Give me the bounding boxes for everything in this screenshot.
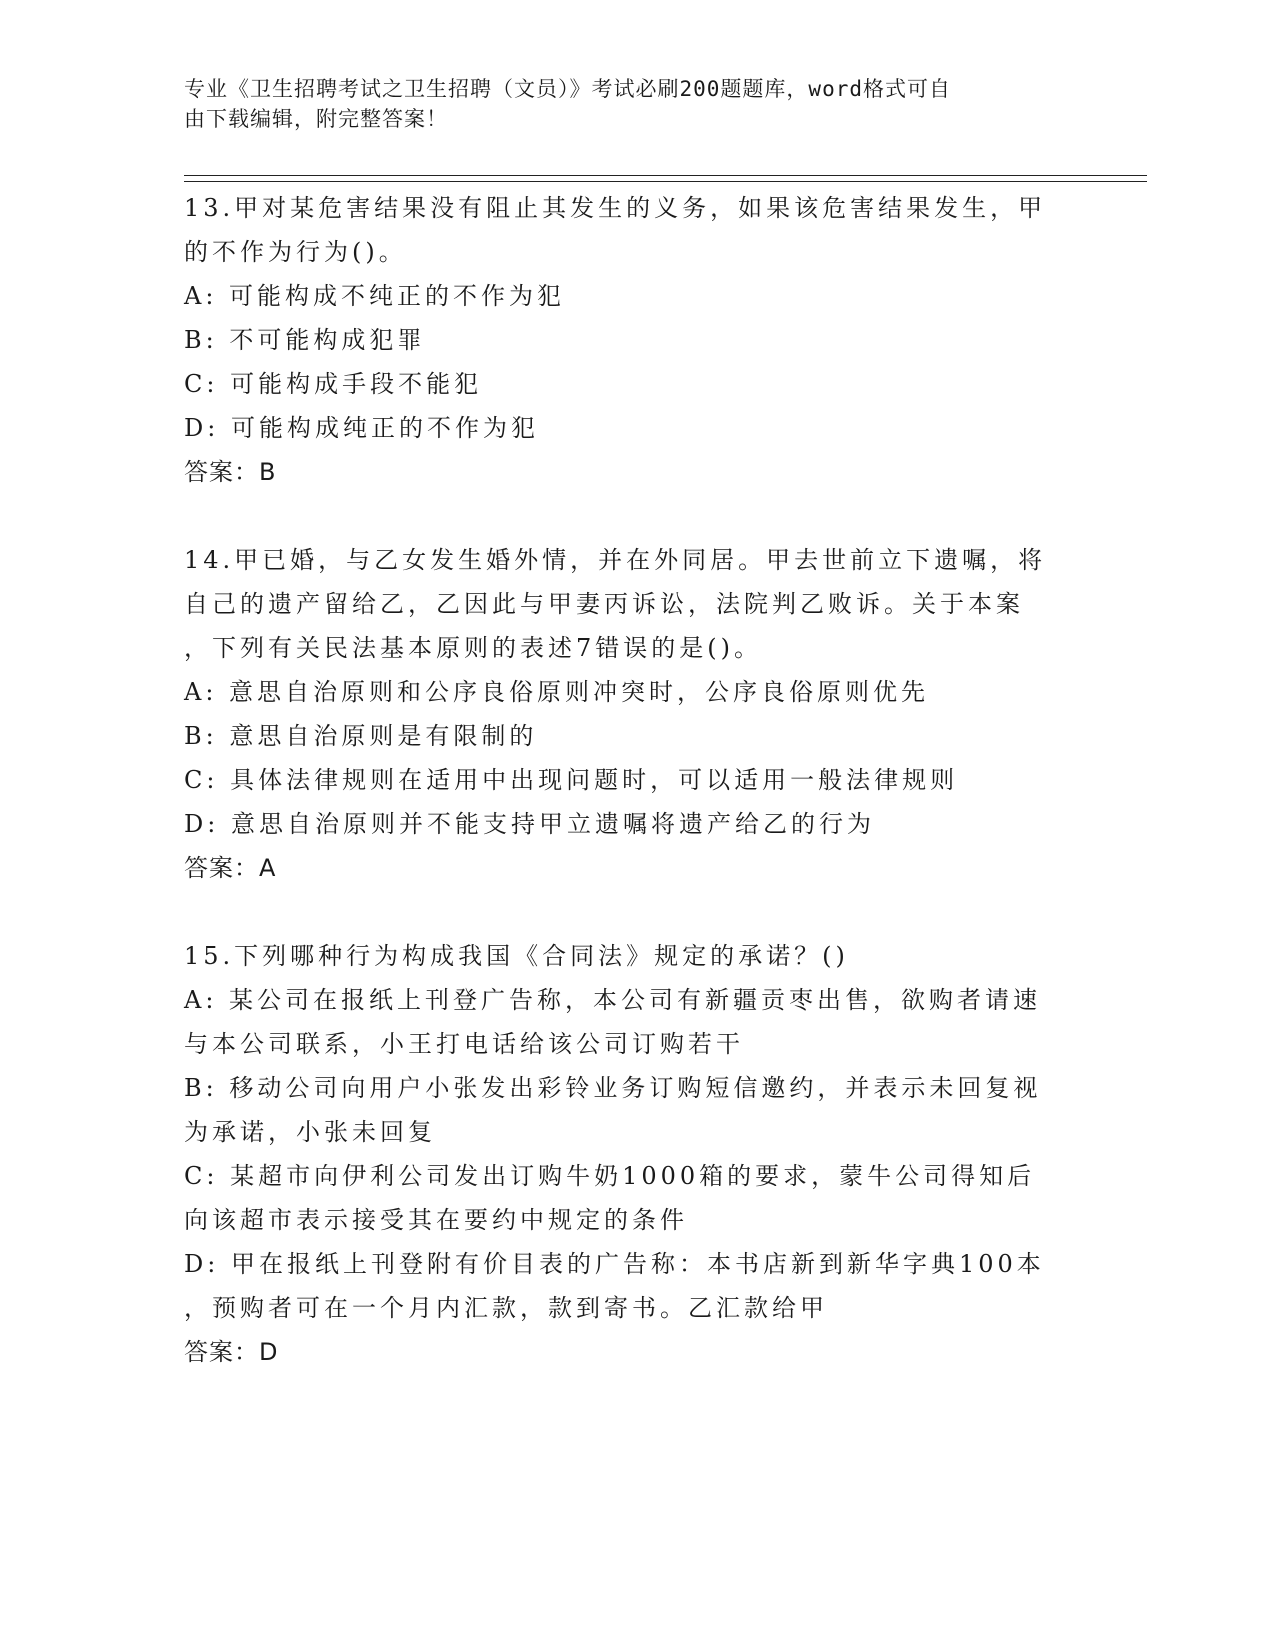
header-divider-bottom	[184, 181, 1147, 182]
answer-line: 答案：D	[184, 1338, 279, 1366]
option-b: B: 不可能构成犯罪	[184, 326, 426, 354]
option-d: D: 意思自治原则并不能支持甲立遗嘱将遗产给乙的行为	[184, 810, 875, 838]
question-stem-line: 15.下列哪种行为构成我国《合同法》规定的承诺？()	[184, 942, 849, 970]
option-d: D: 甲在报纸上刊登附有价目表的广告称：本书店新到新华字典100本	[184, 1250, 1045, 1278]
option-c: C: 可能构成手段不能犯	[184, 370, 483, 398]
option-c: C: 某超市向伊利公司发出订购牛奶1000箱的要求，蒙牛公司得知后	[184, 1162, 1036, 1190]
option-b: B: 意思自治原则是有限制的	[184, 722, 538, 750]
question-15	[184, 934, 1084, 1374]
option-a-continued: 与本公司联系，小王打电话给该公司订购若干	[184, 1030, 744, 1058]
answer-line: 答案：A	[184, 854, 277, 882]
header-line-1: 专业《卫生招聘考试之卫生招聘（文员）》考试必刷200题题库，word格式可自	[184, 77, 951, 101]
question-14	[184, 538, 1084, 890]
question-stem-line: 自己的遗产留给乙，乙因此与甲妻丙诉讼，法院判乙败诉。关于本案	[184, 590, 1024, 618]
option-c: C: 具体法律规则在适用中出现问题时，可以适用一般法律规则	[184, 766, 959, 794]
option-a: A: 某公司在报纸上刊登广告称，本公司有新疆贡枣出售，欲购者请速	[184, 986, 1042, 1014]
header-divider-top	[184, 175, 1147, 176]
question-list	[184, 186, 1084, 1374]
option-a: A: 可能构成不纯正的不作为犯	[184, 282, 566, 310]
option-c-continued: 向该超市表示接受其在要约中规定的条件	[184, 1206, 688, 1234]
header-line-2: 由下载编辑，附完整答案！	[184, 107, 448, 131]
question-stem-line: 14.甲已婚，与乙女发生婚外情，并在外同居。甲去世前立下遗嘱，将	[184, 546, 1047, 574]
option-d: D: 可能构成纯正的不作为犯	[184, 414, 539, 442]
answer-line: 答案：B	[184, 458, 277, 486]
question-stem-line: 13.甲对某危害结果没有阻止其发生的义务，如果该危害结果发生，甲	[184, 194, 1047, 222]
option-a: A: 意思自治原则和公序良俗原则冲突时，公序良俗原则优先	[184, 678, 930, 706]
question-stem-line: ，下列有关民法基本原则的表述7错误的是()。	[184, 634, 762, 662]
option-d-continued: ，预购者可在一个月内汇款，款到寄书。乙汇款给甲	[184, 1294, 828, 1322]
option-b-continued: 为承诺，小张未回复	[184, 1118, 436, 1146]
option-b: B: 移动公司向用户小张发出彩铃业务订购短信邀约，并表示未回复视	[184, 1074, 1042, 1102]
question-stem-line: 的不作为行为()。	[184, 238, 407, 266]
document-header	[184, 74, 1054, 134]
question-13	[184, 186, 1084, 494]
